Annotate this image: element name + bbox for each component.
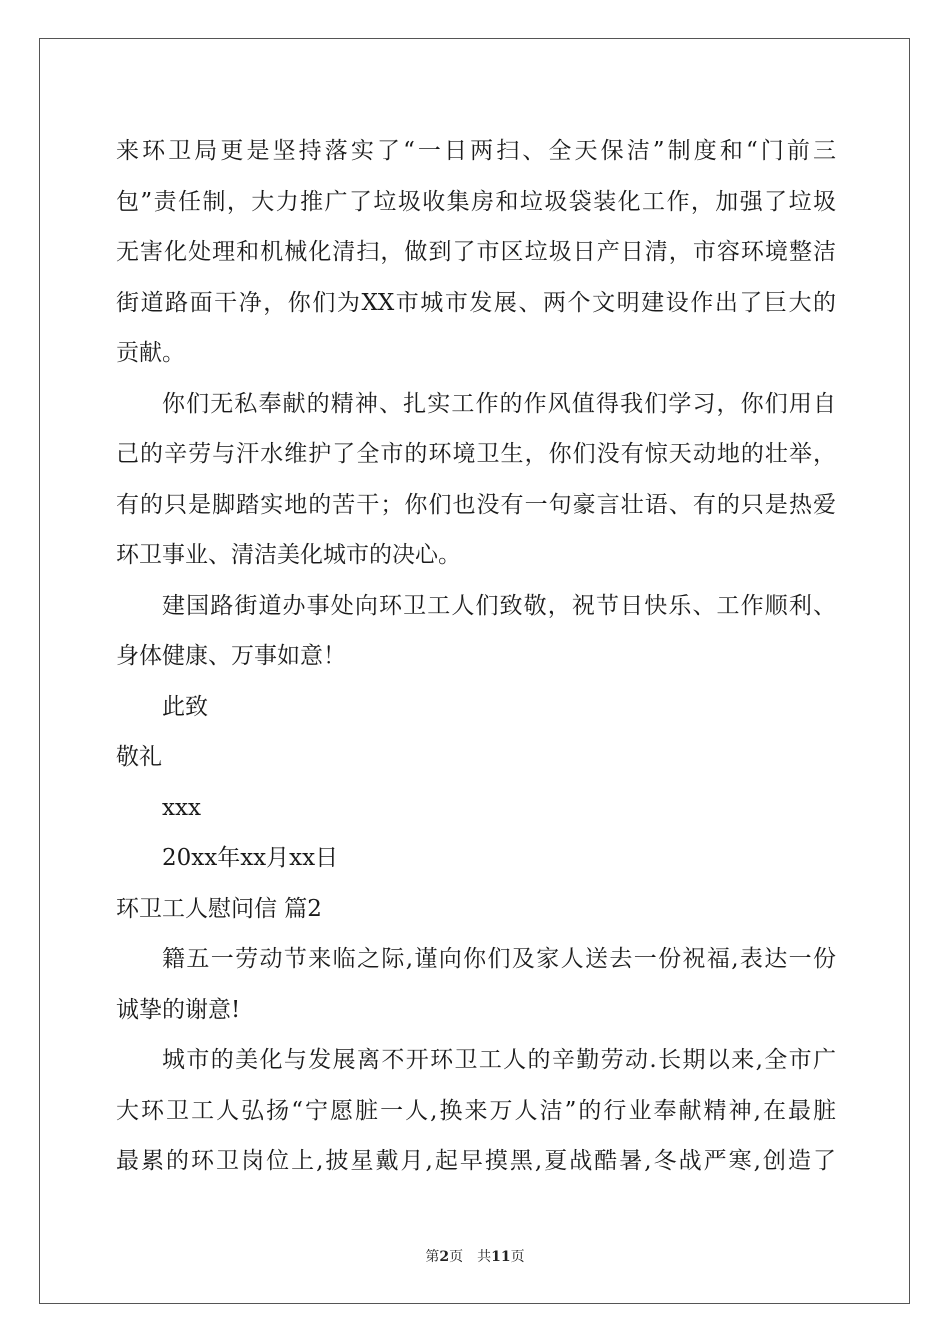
- document-body: [116, 126, 836, 1187]
- page-footer: [0, 1246, 950, 1266]
- section-heading: 环卫工人慰问信 篇2: [116, 895, 322, 922]
- paragraph-first-line: 籍五一劳动节来临之际,谨向你们及家人送去一份祝福,表达一份: [162, 946, 836, 972]
- text-line: 最累的环卫岗位上,披星戴月,起早摸黑,夏战酷暑,冬战严寒,创造了: [116, 1148, 836, 1174]
- page-mid: 页 共: [449, 1249, 492, 1265]
- text-line: 有的只是脚踏实地的苦干；你们也没有一句豪言壮语、有的只是热爱: [116, 491, 836, 518]
- text-line: 包”责任制，大力推广了垃圾收集房和垃圾袋装化工作，加强了垃圾: [116, 188, 836, 215]
- date-line: 20xx年xx月xx日: [162, 845, 339, 871]
- page-prefix: 第: [425, 1249, 440, 1265]
- text-line: 街道路面干净，你们为XX市城市发展、两个文明建设作出了巨大的: [116, 289, 836, 316]
- text-line: 大环卫工人弘扬“宁愿脏一人,换来万人洁”的行业奉献精神,在最脏: [116, 1097, 836, 1124]
- closing-salutation: 此致: [162, 693, 208, 720]
- text-line: 来环卫局更是坚持落实了“一日两扫、全天保洁”制度和“门前三: [116, 138, 836, 164]
- text-line: 贡献。: [116, 340, 185, 366]
- total-pages-number: 11: [491, 1249, 511, 1265]
- current-page-number: 2: [439, 1249, 450, 1265]
- paragraph-first-line: 城市的美化与发展离不开环卫工人的辛勤劳动.长期以来,全市广: [162, 1047, 836, 1073]
- page-suffix: 页: [510, 1249, 525, 1265]
- paragraph-first-line: 你们无私奉献的精神、扎实工作的作风值得我们学习，你们用自: [162, 390, 836, 417]
- text-line: 无害化处理和机械化清扫，做到了市区垃圾日产日清，市容环境整洁: [116, 239, 836, 265]
- text-line: 诚挚的谢意!: [116, 996, 241, 1023]
- text-line: 身体健康、万事如意！: [116, 643, 346, 669]
- paragraph-first-line: 建国路街道办事处向环卫工人们致敬，祝节日快乐、工作顺利、: [162, 592, 836, 619]
- text-line: 己的辛劳与汗水维护了全市的环境卫生，你们没有惊天动地的壮举，: [116, 441, 836, 467]
- text-line: 环卫事业、清洁美化城市的决心。: [116, 542, 461, 568]
- signature: xxx: [162, 794, 201, 821]
- closing-respect: 敬礼: [116, 744, 162, 770]
